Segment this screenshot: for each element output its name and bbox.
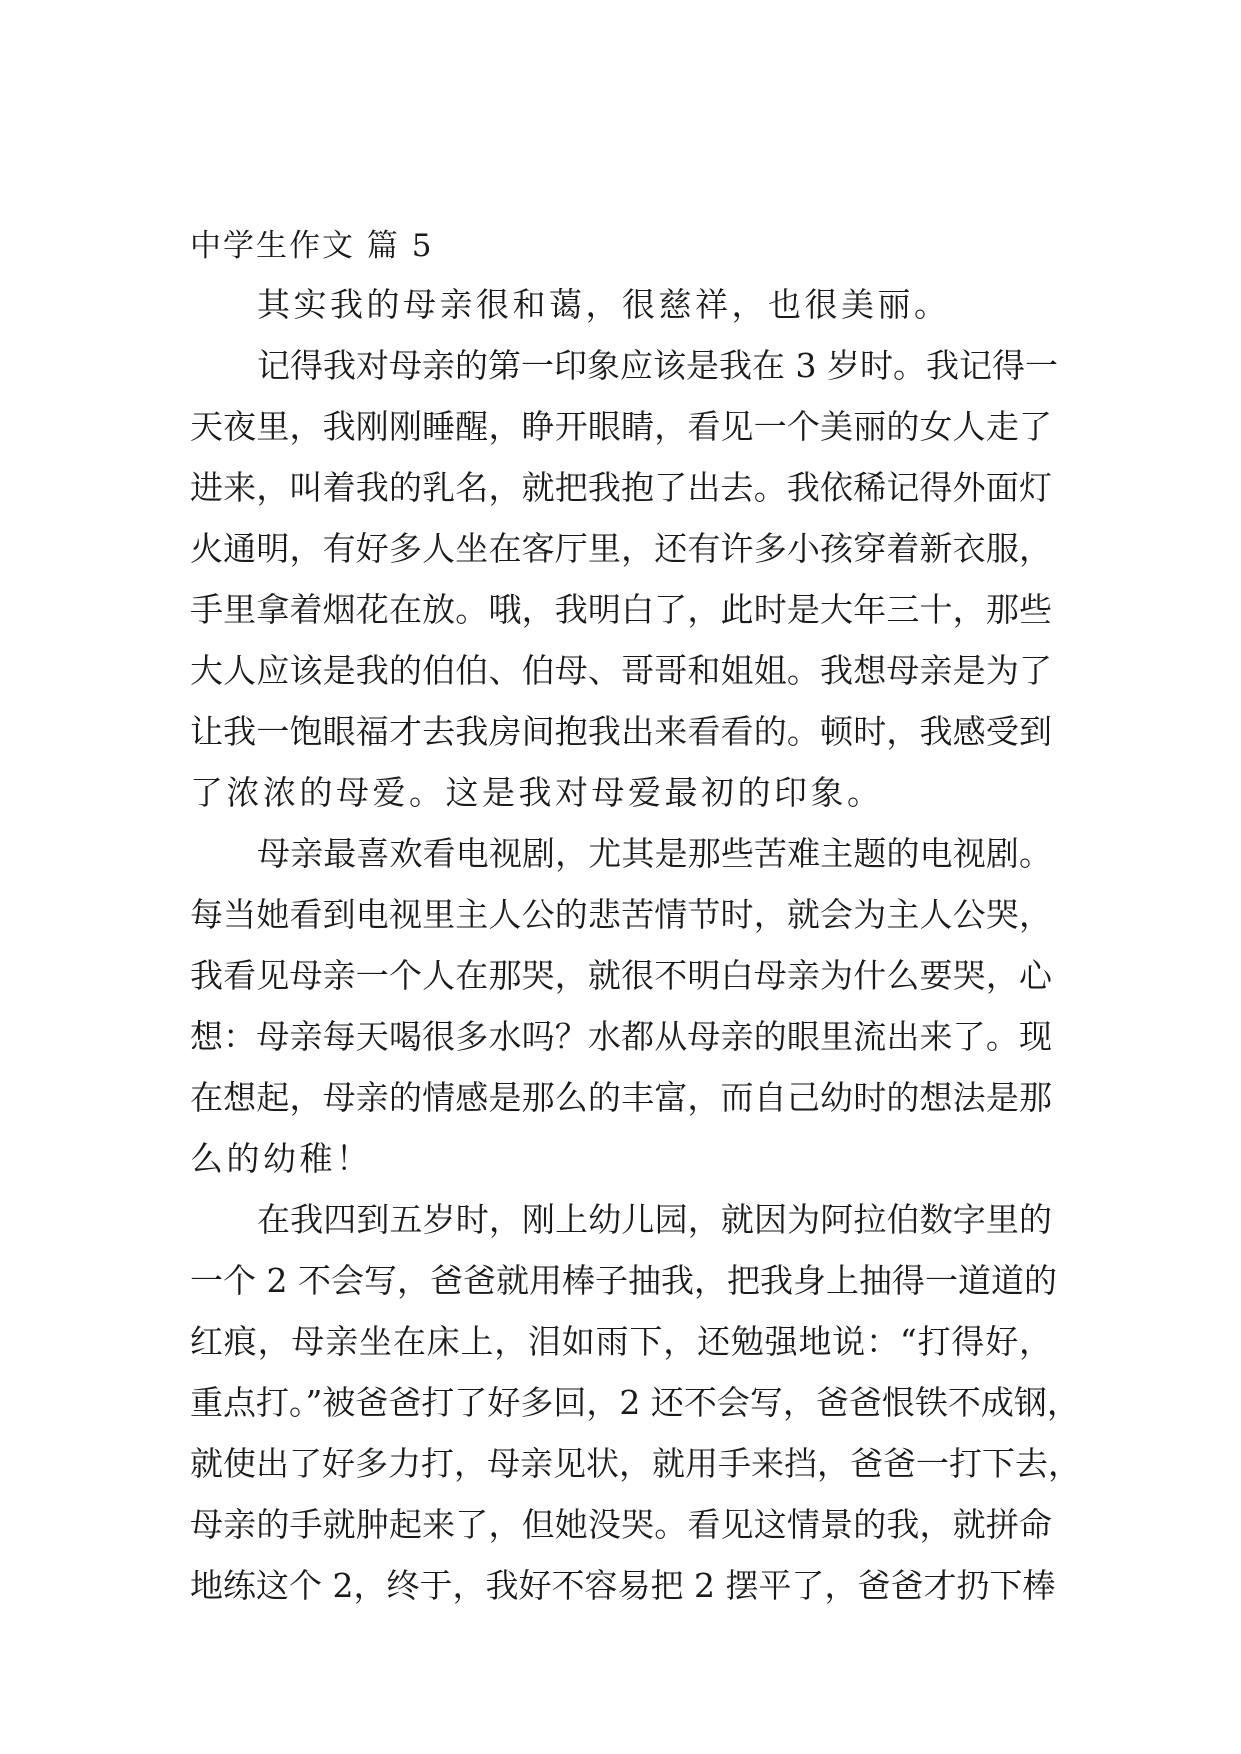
text-line: 记得我对母亲的第一印象应该是我在 3 岁时。我记得一 (257, 346, 1058, 385)
text-line: 么的幼稚！ (190, 1139, 373, 1178)
text-line: 进来，叫着我的乳名，就把我抱了出去。我依稀记得外面灯 (190, 468, 1052, 507)
text-line: 想：母亲每天喝很多水吗？水都从母亲的眼里流出来了。现 (190, 1017, 1052, 1056)
text-line: 重点打。”被爸爸打了好多回，2 还不会写，爸爸恨铁不成钢， (190, 1383, 1080, 1422)
text-line: 手里拿着烟花在放。哦，我明白了，此时是大年三十，那些 (190, 590, 1052, 629)
text-line: 大人应该是我的伯伯、伯母、哥哥和姐姐。我想母亲是为了 (190, 651, 1052, 690)
text-line: 天夜里，我刚刚睡醒，睁开眼睛，看见一个美丽的女人走了 (190, 407, 1052, 446)
text-line: 在想起，母亲的情感是那么的丰富，而自己幼时的想法是那 (190, 1078, 1052, 1117)
text-line: 母亲的手就肿起来了，但她没哭。看见这情景的我，就拼命 (190, 1505, 1052, 1544)
text-line: 其实我的母亲很和蔼，很慈祥，也很美丽。 (257, 285, 951, 324)
text-line: 每当她看到电视里主人公的悲苦情节时，就会为主人公哭， (190, 895, 1052, 934)
text-line: 母亲最喜欢看电视剧，尤其是那些苦难主题的电视剧。 (257, 834, 1052, 873)
text-line: 红痕，母亲坐在床上，泪如雨下，还勉强地说：“打得好， (190, 1322, 1052, 1361)
essay-heading: 中学生作文 篇 5 (190, 228, 434, 264)
essay-body (190, 274, 1081, 1616)
text-line: 让我一饱眼福才去我房间抱我出来看看的。顿时，我感受到 (190, 712, 1052, 751)
text-line: 地练这个 2，终于，我好不容易把 2 摆平了，爸爸才扔下棒 (190, 1566, 1056, 1605)
text-line: 了浓浓的母爱。这是我对母爱最初的印象。 (190, 773, 884, 812)
text-line: 在我四到五岁时，刚上幼儿园，就因为阿拉伯数字里的 (257, 1200, 1052, 1239)
text-line: 火通明，有好多人坐在客厅里，还有许多小孩穿着新衣服， (190, 529, 1052, 568)
text-line: 就使出了好多力打，母亲见状，就用手来挡，爸爸一打下去， (190, 1444, 1081, 1483)
text-line: 我看见母亲一个人在那哭，就很不明白母亲为什么要哭，心 (190, 956, 1052, 995)
text-line: 一个 2 不会写，爸爸就用棒子抽我，把我身上抽得一道道的 (190, 1261, 1057, 1300)
